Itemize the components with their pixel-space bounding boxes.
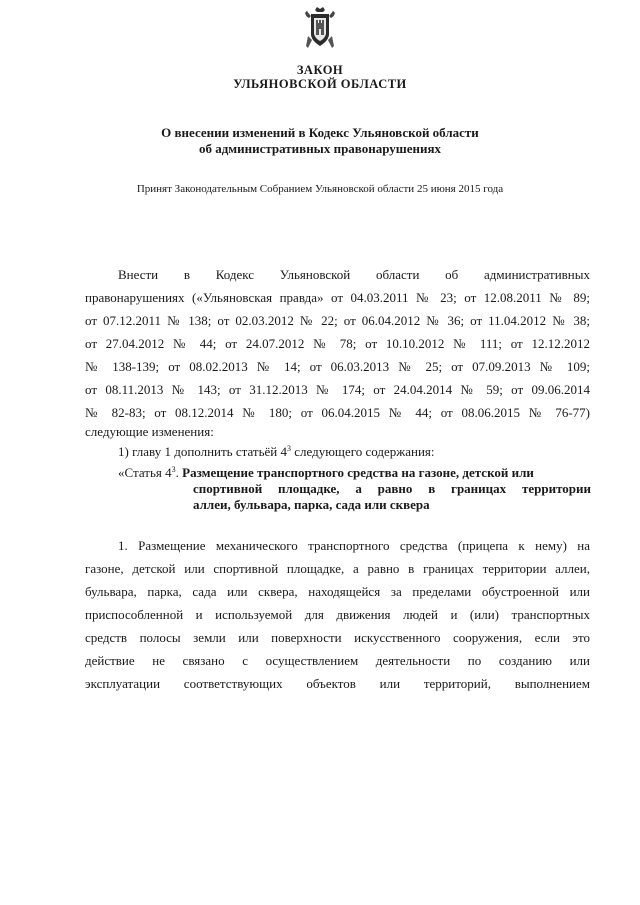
- coat-of-arms-emblem: [303, 6, 337, 50]
- paragraph-1-line: 1. Размещение механического транспортного средства (прицепа к нему) на: [118, 538, 590, 553]
- item-1: [118, 444, 435, 459]
- intro-line: Внести в Кодекс Ульяновской области об административных: [118, 267, 590, 282]
- adoption-note: Принят Законодательным Собранием Ульяновской области 25 июня 2015 года: [136, 183, 504, 195]
- paragraph-1-line: действие не связано с осуществлением деятельности по созданию или: [85, 653, 590, 668]
- article-title-line-2: спортивной площадке, а равно в границах территории: [193, 481, 591, 496]
- law-title-line-1: О внесении изменений в Кодекс Ульяновской области: [161, 125, 479, 140]
- item-1-text: 1) главу 1 дополнить статьёй 4: [118, 444, 287, 459]
- paragraph-1-line: средств полосы земли или поверхности искусственного сооружения, если это: [85, 630, 590, 645]
- region-name: УЛЬЯНОВСКОЙ ОБЛАСТИ: [233, 77, 407, 91]
- paragraph-1-line: эксплуатации соответствующих объектов или территорий, выполнением: [85, 676, 590, 691]
- law-word: ЗАКОН: [296, 63, 344, 77]
- intro-last-line: следующие изменения:: [85, 424, 214, 439]
- article-sup: 3: [171, 465, 176, 474]
- paragraph-1-line: бульвара, парка, сада или сквера, находящейся за пределами обустроенной или: [85, 584, 590, 599]
- article-title-line-1: Размещение транспортного средства на газоне, детской или: [182, 465, 534, 480]
- intro-line: от 08.11.2013 № 143; от 31.12.2013 № 174; от 24.04.2014 № 59; от 09.06.2014: [85, 382, 590, 397]
- article-title-line-3: аллеи, бульвара, парка, сада или сквера: [193, 497, 430, 512]
- item-1-tail: следующего содержания:: [291, 444, 435, 459]
- article-heading: [118, 465, 534, 480]
- intro-line: № 138-139; от 08.02.2013 № 14; от 06.03.2013 № 25; от 07.09.2013 № 109;: [85, 359, 590, 374]
- intro-line: от 07.12.2011 № 138; от 02.03.2012 № 22; от 06.04.2012 № 36; от 11.04.2012 № 38;: [85, 313, 590, 328]
- article-prefix: «Статья 4: [118, 465, 172, 480]
- article-dot: .: [175, 465, 179, 480]
- intro-line: № 82-83; от 08.12.2014 № 180; от 06.04.2015 № 44; от 08.06.2015 № 76-77): [85, 405, 590, 420]
- law-title-line-2: об административных правонарушениях: [198, 141, 442, 156]
- intro-line: правонарушениях («Ульяновская правда» от 04.03.2011 № 23; от 12.08.2011 № 89;: [85, 290, 590, 305]
- paragraph-1-line: газоне, детской или спортивной площадке, а равно в границах территории аллеи,: [85, 561, 590, 576]
- intro-line: от 27.04.2012 № 44; от 24.07.2012 № 78; от 10.10.2012 № 111; от 12.12.2012: [85, 336, 590, 351]
- item-1-sup: 3: [287, 444, 291, 453]
- paragraph-1-line: приспособленной и используемой для движения людей и (или) транспортных: [85, 607, 590, 622]
